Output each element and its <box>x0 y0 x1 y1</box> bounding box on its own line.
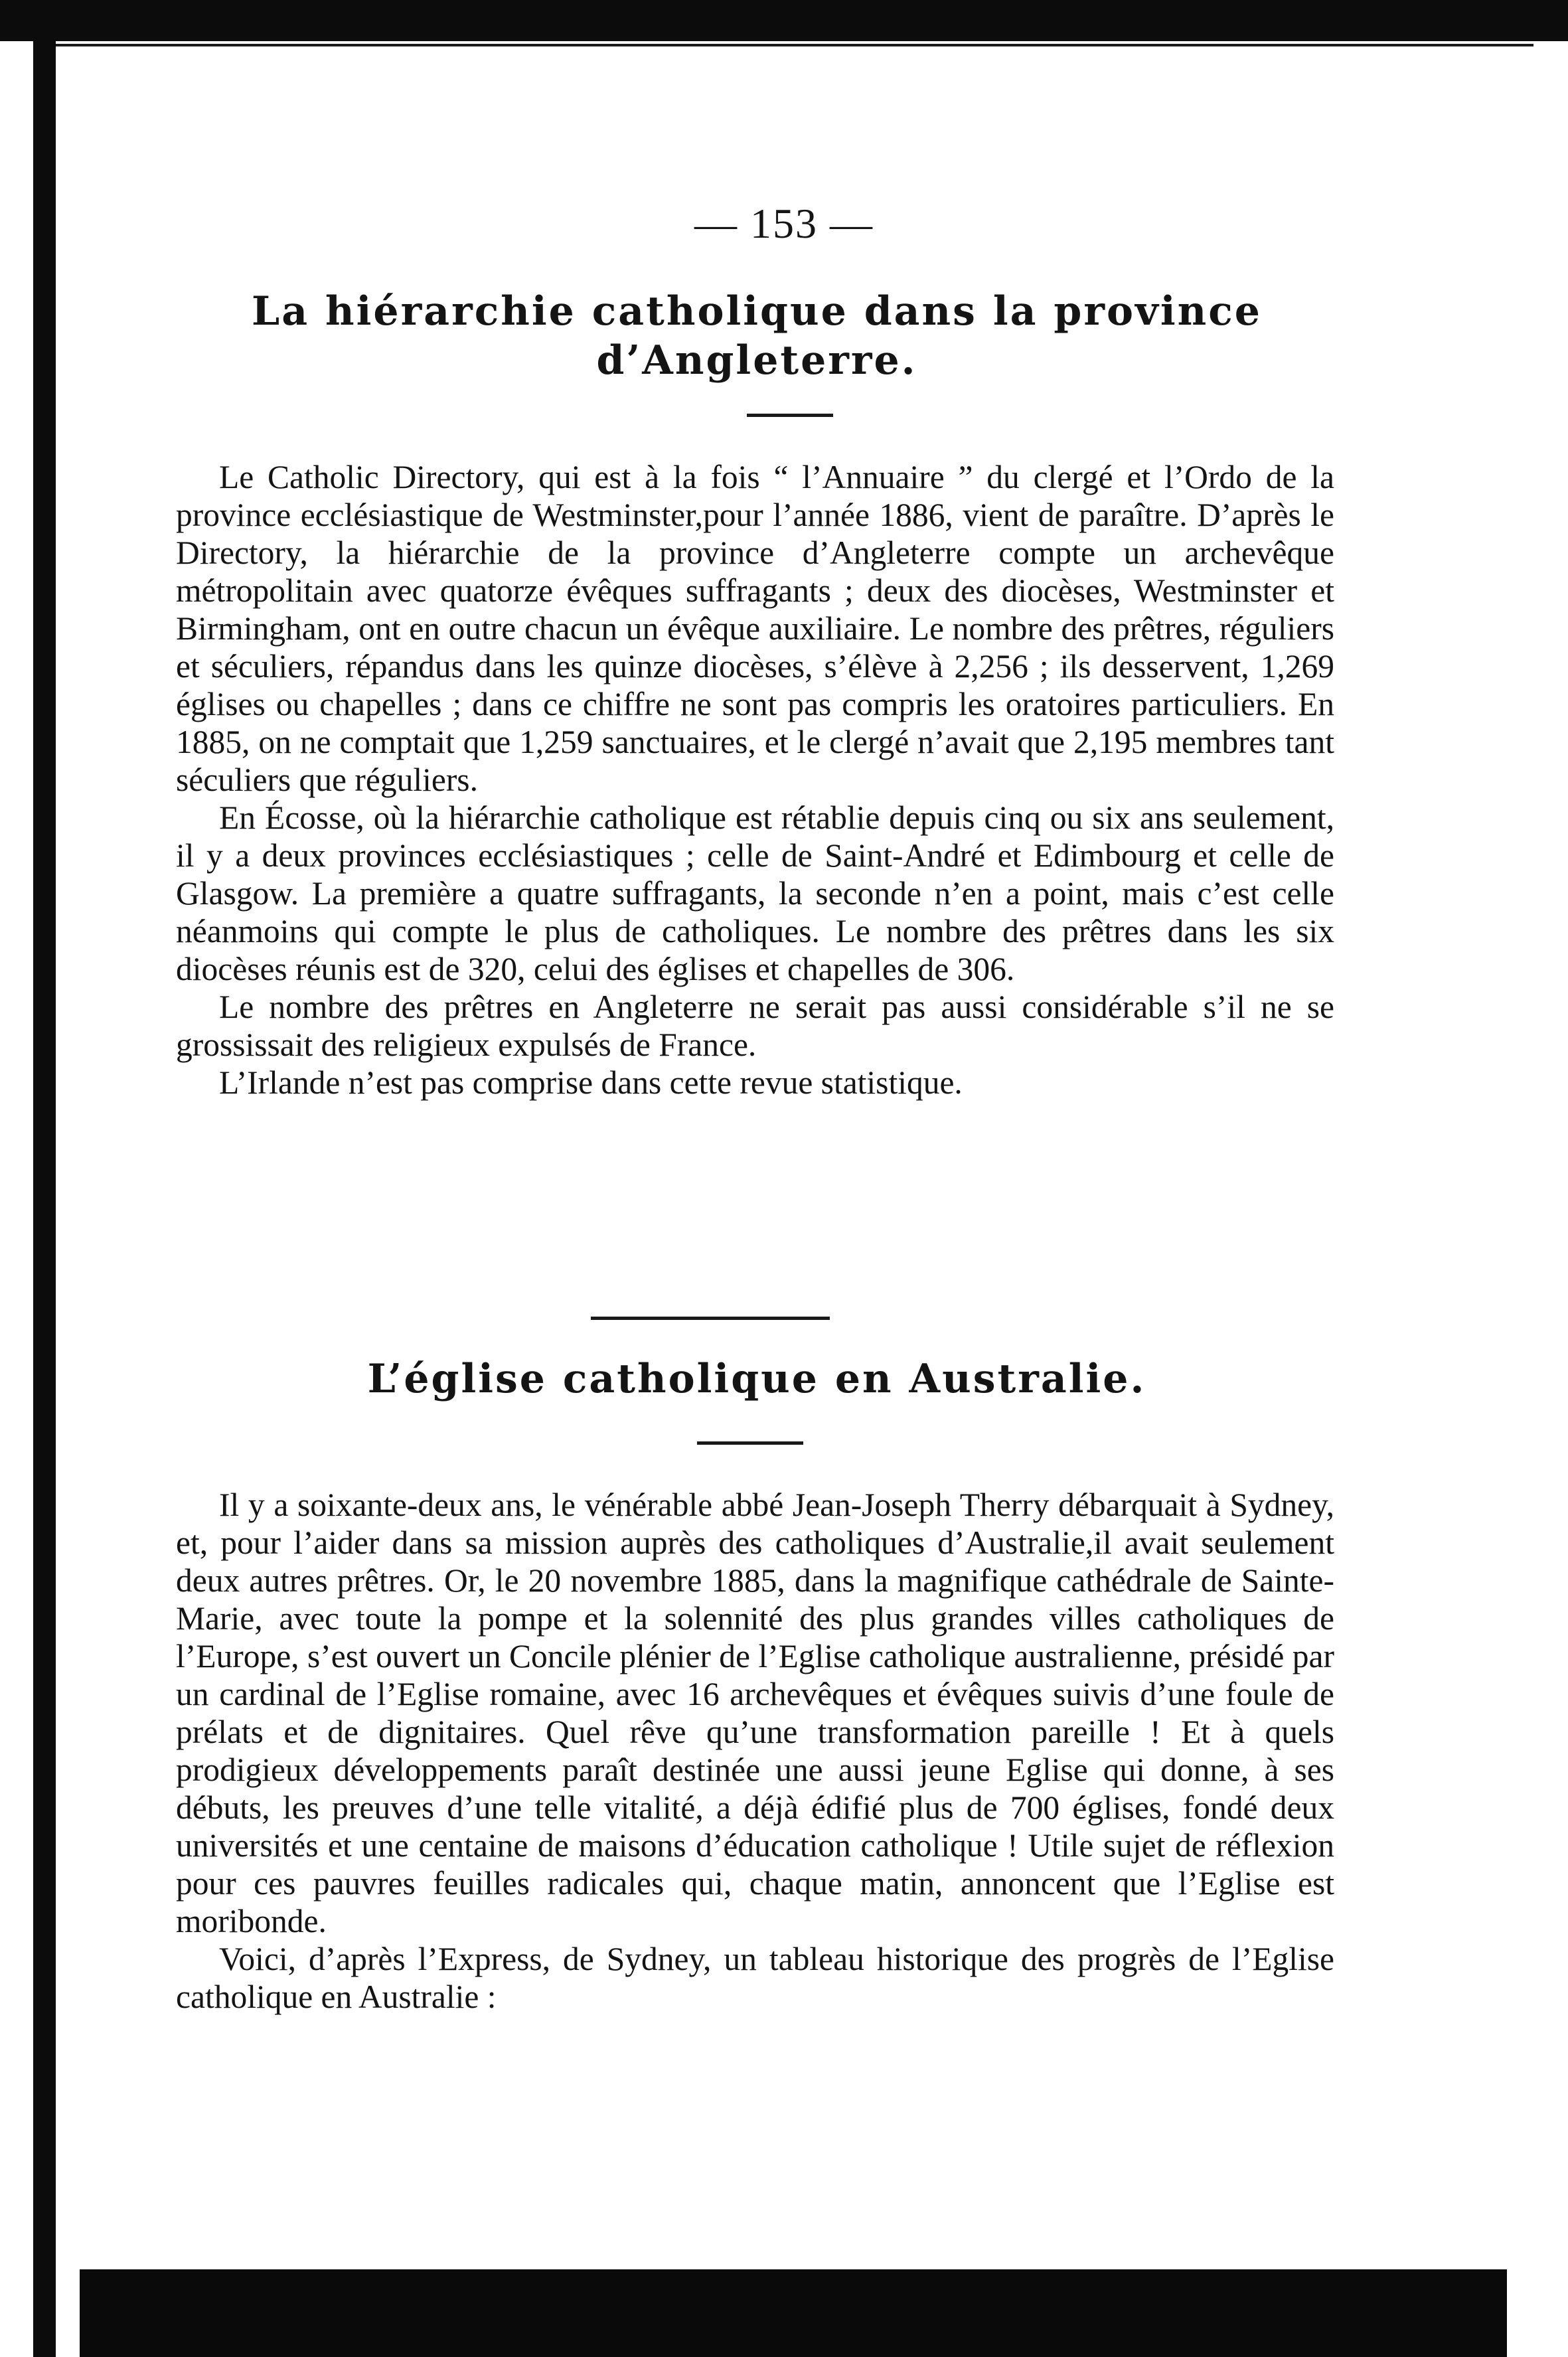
paragraph: Il y a soixante-deux ans, le vénérable abbé Jean-Joseph Therry débarquait à Sydney, et, pour l’aider dans sa mission auprès des catholiques d’Australie,il avait seulement deux autres prêtres. Or, le 20 novembre 1885, dans la magnifique cathédrale de Sainte-Marie, avec toute la pompe et la solennité des plus grandes villes catholiques de l’Europe, s’est ouvert un Concile plénier de l’Eglise catholique australienne, présidé par un cardinal de l’Eglise romaine, avec 16 archevêques et évêques suivis d’une foule de prélats et de dignitaires. Quel rêve qu’une transformation pareille ! Et à quels prodigieux développements paraît destinée une aussi jeune Eglise qui donne, à ses débuts, les preuves d’une telle vitalité, a déjà édifié plus de 700 églises, fondé deux universités et une centaine de maisons d’éducation catholique ! Utile sujet de réflexion pour ces pauvres feuilles radicales qui, chaque matin, annoncent que l’Eglise est moribonde. <box>176 1487 1334 1939</box>
section-separator <box>591 1317 830 1320</box>
scan-bottom-border <box>80 2269 1507 2357</box>
paragraph: Le nombre des prêtres en Angleterre ne serait pas aussi considérable s’il ne se grossissait des religieux expulsés de France. <box>176 989 1334 1063</box>
article-body-england <box>176 458 1334 1101</box>
article-title-australia: L’église catholique en Australie. <box>367 1356 1146 1402</box>
paragraph: L’Irlande n’est pas comprise dans cette revue statistique. <box>219 1064 963 1101</box>
article-body-australia <box>176 1486 1334 2016</box>
paragraph: Voici, d’après l’Express, de Sydney, un tableau historique des progrès de l’Eglise catholique en Australie : <box>176 1941 1334 2015</box>
title-rule <box>697 1441 803 1445</box>
paragraph: Le Catholic Directory, qui est à la fois “ l’Annuaire ” du clergé et l’Ordo de la province ecclésiastique de Westminster,pour l’année 1886, vient de paraître. D’après le Directory, la hiérarchie de la province d’Angleterre compte un archevêque métropolitain avec quatorze évêques suffragants ; deux des diocèses, Westminster et Birmingham, ont en outre chacun un évêque auxiliaire. Le nombre des prêtres, réguliers et séculiers, répandus dans les quinze diocèses, s’élève à 2,256 ; ils desservent, 1,269 églises ou chapelles ; dans ce chiffre ne sont pas compris les oratoires particuliers. En 1885, on ne comptait que 1,259 sanctuaires, et le clergé n’avait que 2,195 membres tant séculiers que réguliers. <box>176 459 1334 798</box>
paragraph: En Écosse, où la hiérarchie catholique est rétablie depuis cinq ou six ans seulement, il y a deux provinces ecclésiastiques ; celle de Saint-André et Edimbourg et celle de Glasgow. La première a quatre suffragants, la seconde n’en a point, mais c’est celle néanmoins qui compte le plus de catholiques. Le nombre des prêtres dans les six diocèses réunis est de 320, celui des églises et chapelles de 306. <box>176 799 1334 987</box>
scan-left-border <box>33 41 56 2357</box>
scan-top-line <box>53 44 1533 46</box>
title-rule <box>747 414 833 417</box>
page-number: — 153 — <box>694 200 874 247</box>
scan-top-border <box>0 0 1568 41</box>
article-title-england: La hiérarchie catholique dans la province d’Angleterre. <box>252 288 1262 384</box>
